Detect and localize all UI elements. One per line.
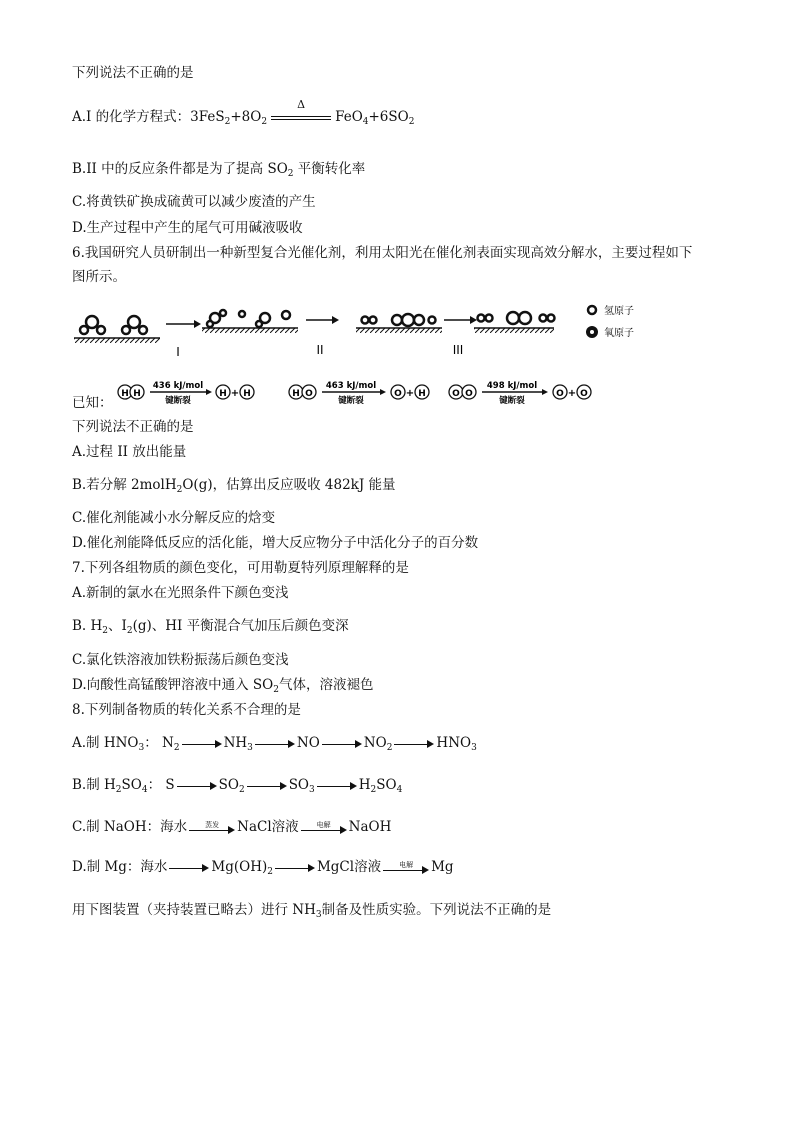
svg-text:键断裂: 键断裂 xyxy=(165,396,191,406)
reaction-arrow: 电解 xyxy=(383,861,429,875)
q7-option-d: D.向酸性高锰酸钾溶液中通入 $SO_2$气体，溶液褪色 xyxy=(72,677,374,695)
svg-text:H: H xyxy=(292,389,300,399)
q6-option-d: D.催化剂能降低反应的活化能，增大反应物分子中活化分子的百分数 xyxy=(72,535,479,551)
q5-option-d: D.生产过程中产生的尾气可用碱液吸收 xyxy=(72,220,303,236)
reaction-equal-sign: Δ xyxy=(271,109,331,127)
adsorbed-species-2 xyxy=(362,314,436,326)
q8-option-c: C.制 NaOH：海水 蒸发 NaCl溶液 电解 NaOH xyxy=(72,819,392,835)
q6-stem-line2: 图所示。 xyxy=(72,269,126,285)
svg-text:O: O xyxy=(452,389,460,399)
reaction-arrow xyxy=(322,739,362,749)
svg-text:H: H xyxy=(243,389,251,399)
bond-energy-3: 498 kJ/mol xyxy=(486,381,538,391)
q7-option-c: C.氯化铁溶液加铁粉振荡后颜色变浅 xyxy=(72,652,289,668)
svg-text:+: + xyxy=(405,388,415,399)
svg-text:O: O xyxy=(556,389,564,399)
q6-option-c: C.催化剂能减小水分解反应的焓变 xyxy=(72,510,276,526)
q7-option-a: A.新制的氯水在光照条件下颜色变浅 xyxy=(72,585,289,601)
svg-text:O: O xyxy=(465,389,473,399)
bond-energy-diagram xyxy=(116,377,606,407)
svg-text:H: H xyxy=(418,389,426,399)
q8-option-d: D.制 Mg：海水 $Mg(OH)_2$ MgCl溶液 电解 Mg xyxy=(72,859,454,877)
reaction-arrow: 蒸发 xyxy=(189,821,235,835)
catalyst-surface-start xyxy=(74,338,160,343)
water-splitting-diagram xyxy=(70,298,660,370)
q8-option-a: A.制 $HNO_3$： $N_2$ $NH_3$ NO $NO_2$ $HNO_3$ xyxy=(72,735,477,753)
reaction-arrow xyxy=(247,781,287,791)
svg-text:+: + xyxy=(567,388,577,399)
reaction-arrow xyxy=(394,739,434,749)
q8-stem: 8.下列制备物质的转化关系不合理的是 xyxy=(72,702,301,718)
hydrogen-atom-icon xyxy=(588,306,596,314)
svg-text:H: H xyxy=(219,389,227,399)
reaction-arrow xyxy=(275,863,315,873)
reaction-arrow xyxy=(317,781,357,791)
svg-text:O: O xyxy=(394,389,402,399)
water-molecule-1 xyxy=(80,316,105,334)
q5-stem: 下列说法不正确的是 xyxy=(72,65,194,81)
q5-option-b: B.II 中的反应条件都是为了提高 $SO_2$ 平衡转化率 xyxy=(72,161,366,179)
svg-text:键断裂: 键断裂 xyxy=(499,396,525,406)
q6-option-a: A.过程 II 放出能量 xyxy=(72,444,187,460)
q7-option-b: B. $H_2$、$I_2(g)$、HI 平衡混合气加压后颜色变深 xyxy=(72,618,349,636)
svg-text:氧原子: 氧原子 xyxy=(604,328,634,339)
q6-stem-line1: 6.我国研究人员研制出一种新型复合光催化剂，利用太阳光在催化剂表面实现高效分解水，主要过程如下 xyxy=(72,245,693,261)
svg-text:O: O xyxy=(580,389,588,399)
q6-option-b: B.若分解 2molH$_2$O(g)，估算出反应吸收 482kJ 能量 xyxy=(72,477,396,495)
legend-oxygen xyxy=(586,326,634,339)
svg-text:键断裂: 键断裂 xyxy=(338,396,364,406)
svg-text:氢原子: 氢原子 xyxy=(604,306,634,317)
q6-substem: 下列说法不正确的是 xyxy=(72,419,194,435)
svg-text:O: O xyxy=(305,389,313,399)
bond-energy-2: 463 kJ/mol xyxy=(325,381,377,391)
reaction-arrow xyxy=(169,863,209,873)
step-label-2: II xyxy=(316,343,324,357)
products-stage-3 xyxy=(478,312,555,324)
adsorbed-species-1 xyxy=(207,310,290,327)
catalyst-surface-1 xyxy=(202,328,298,333)
q8-option-b: B.制 $H_2SO_4$： S $SO_2$ $SO_3$ $H_2SO_4$ xyxy=(72,777,403,795)
svg-text:+: + xyxy=(230,388,240,399)
svg-text:H: H xyxy=(121,389,129,399)
step-arrow-2 xyxy=(306,316,339,324)
step-label-1: I xyxy=(176,345,180,359)
water-molecule-2 xyxy=(122,316,147,334)
reaction-arrow: 电解 xyxy=(301,821,347,835)
catalyst-surface-2 xyxy=(356,328,442,333)
reaction-arrow xyxy=(177,781,217,791)
step-arrow-3 xyxy=(444,316,477,324)
svg-text:H: H xyxy=(133,389,141,399)
bond-energy-1: 436 kJ/mol xyxy=(152,381,204,391)
q6-known-label: 已知： xyxy=(72,395,113,411)
q5-option-c: C.将黄铁矿换成硫黄可以减少废渣的产生 xyxy=(72,194,316,210)
legend-hydrogen xyxy=(588,304,634,317)
step-label-3: III xyxy=(452,343,464,357)
q5-option-a: A.I 的化学方程式：$3FeS_2+8O_2$ Δ $FeO_4+6SO_2$ xyxy=(72,97,415,127)
reaction-arrow xyxy=(182,739,222,749)
reaction-arrow xyxy=(255,739,295,749)
q9-stem: 用下图装置（夹持装置已略去）进行 $NH_3$制备及性质实验。下列说法不正确的是 xyxy=(72,902,552,920)
q7-stem: 7.下列各组物质的颜色变化，可用勒夏特列原理解释的是 xyxy=(72,560,409,576)
step-arrow-1 xyxy=(166,320,201,328)
catalyst-surface-3 xyxy=(474,328,554,333)
